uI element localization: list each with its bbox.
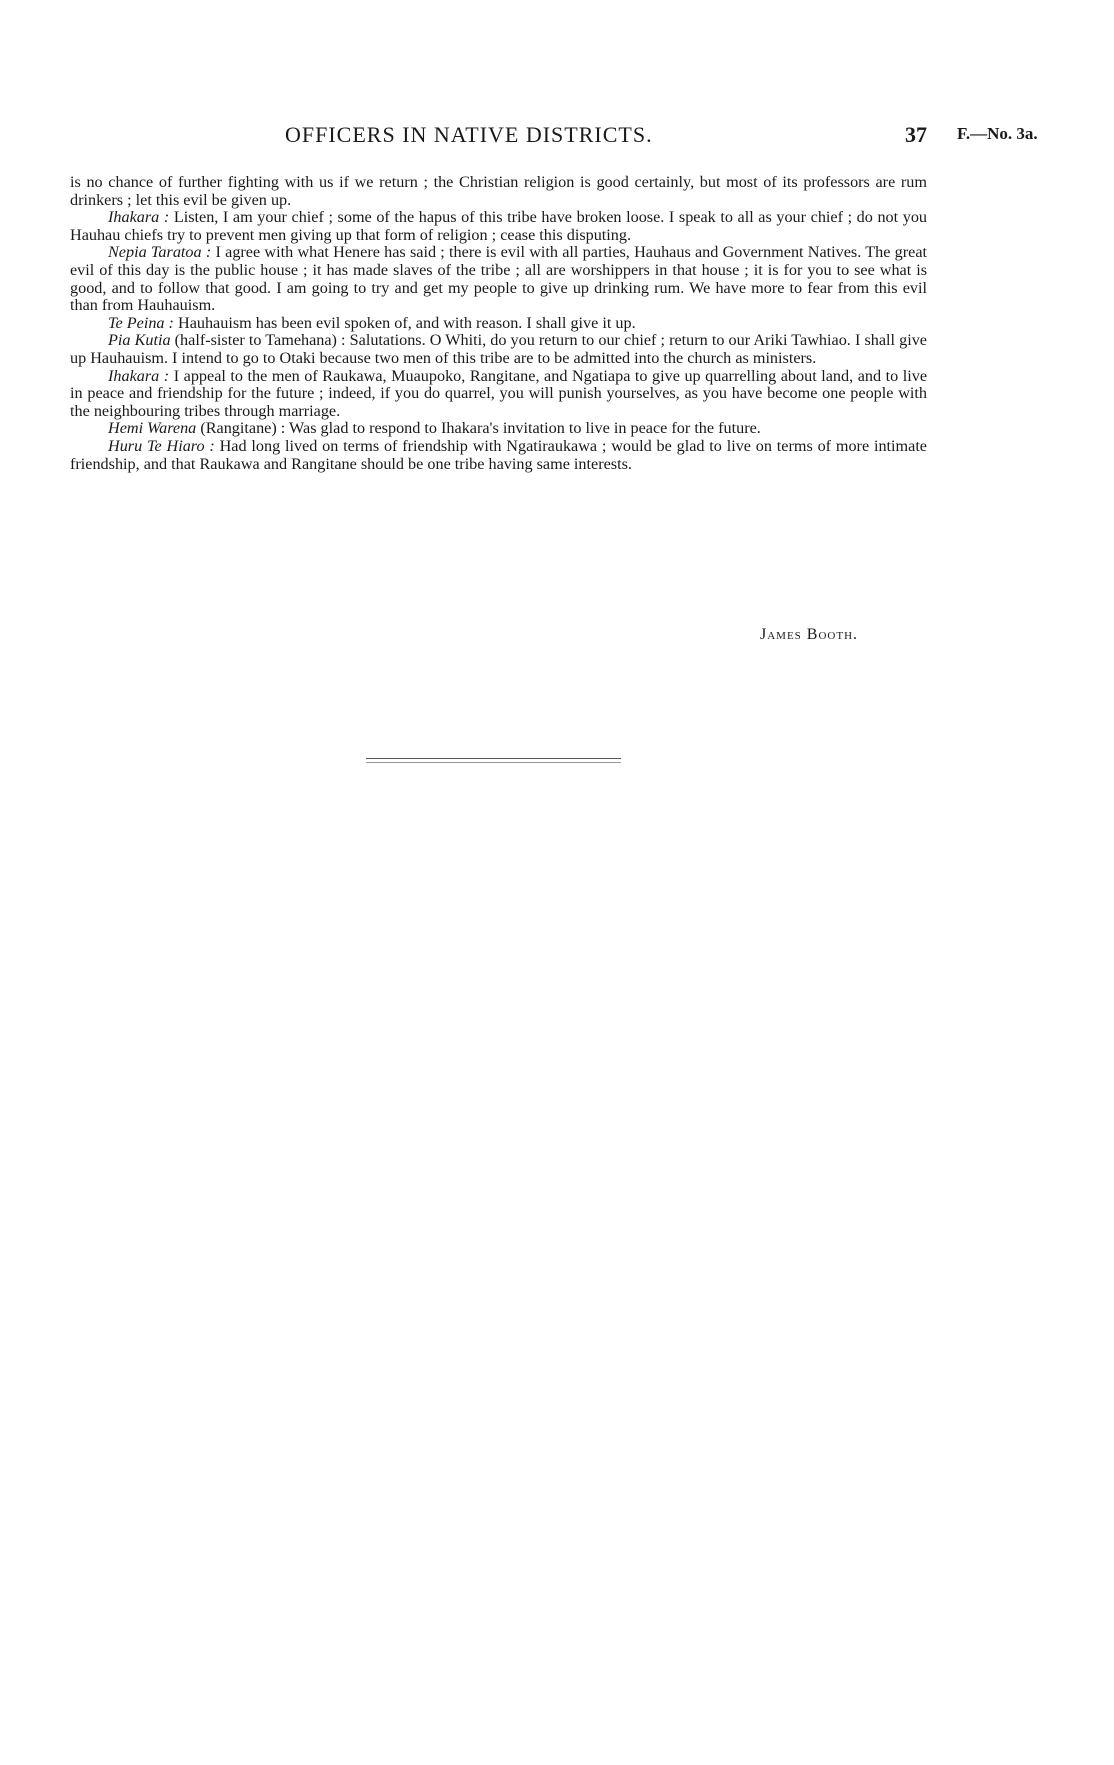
section-divider bbox=[366, 762, 621, 763]
paragraph-text: (Rangitane) : Was glad to respond to Ihakara's invitation to live in peace for the future. bbox=[196, 419, 761, 438]
paragraph-text: I appeal to the men of Raukawa, Muaupoko, Rangitane, and Ngatiapa to give up quarrelling about land, and to live in peace and friendship for the future ; indeed, if you do quarrel, you will punish yourselves, as you have become one people with the neighbouring tribes through marriage. bbox=[70, 366, 928, 420]
page-number: 37 bbox=[905, 122, 927, 147]
paragraph-text: is no chance of further fighting with us if we return ; the Christian religion is good certainly, but most of its professors are rum drinkers ; let this evil be given up. bbox=[70, 173, 927, 209]
paragraph bbox=[70, 420, 927, 438]
document-reference: F.—No. 3a. bbox=[957, 124, 1038, 143]
paragraph-text: Hauhauism has been evil spoken of, and with reason. I shall give it up. bbox=[173, 313, 636, 332]
paragraph-text: Listen, I am your chief ; some of the hapus of this tribe have broken loose. I speak to all as your chief ; do not you Hauhau chiefs try to prevent men giving up that form of religion ; cease this disputing. bbox=[70, 208, 928, 244]
speaker-name: Pia Kutia bbox=[108, 331, 171, 350]
speaker-name: Ihakara : bbox=[108, 208, 170, 227]
speaker-name: Te Peina : bbox=[108, 313, 174, 332]
speaker-name: Nepia Taratoa : bbox=[108, 243, 212, 262]
paragraph bbox=[70, 332, 927, 367]
page-title: OFFICERS IN NATIVE DISTRICTS. bbox=[285, 122, 653, 147]
paragraph-text: I agree with what Henere has said ; there is evil with all parties, Hauhaus and Government Natives. The great evil of this day is the public house ; it has made slaves of the tribe ; all are worshippers in that house ; it is for you to see what is good, and to follow that good. I am going to try and get my people to give up drinking rum. We have more to fear from this evil than from Hauhauism. bbox=[70, 243, 927, 315]
body-text bbox=[70, 174, 927, 473]
signature: James Booth. bbox=[760, 626, 859, 643]
paragraph-text: Had long lived on terms of friendship with Ngatiraukawa ; would be glad to live on terms of more intimate friendship, and that Raukawa and Rangitane should be one tribe having same interests. bbox=[70, 436, 927, 473]
page-header bbox=[70, 122, 1070, 152]
speaker-name: Huru Te Hiaro : bbox=[108, 436, 215, 455]
paragraph bbox=[70, 174, 927, 209]
paragraph bbox=[70, 315, 927, 333]
speaker-name: Hemi Warena bbox=[108, 419, 197, 438]
paragraph bbox=[70, 438, 927, 473]
paragraph bbox=[70, 209, 927, 244]
section-divider bbox=[366, 758, 621, 759]
paragraph-text: (half-sister to Tamehana) : Salutations. O Whiti, do you return to our chief ; return to our Ariki Tawhiao. I shall give up Hauhauism. I intend to go to Otaki because two men of this tribe are to be admitted into the church as ministers. bbox=[70, 331, 927, 367]
speaker-name: Ihakara : bbox=[108, 366, 170, 385]
paragraph bbox=[70, 244, 927, 314]
paragraph bbox=[70, 368, 927, 421]
